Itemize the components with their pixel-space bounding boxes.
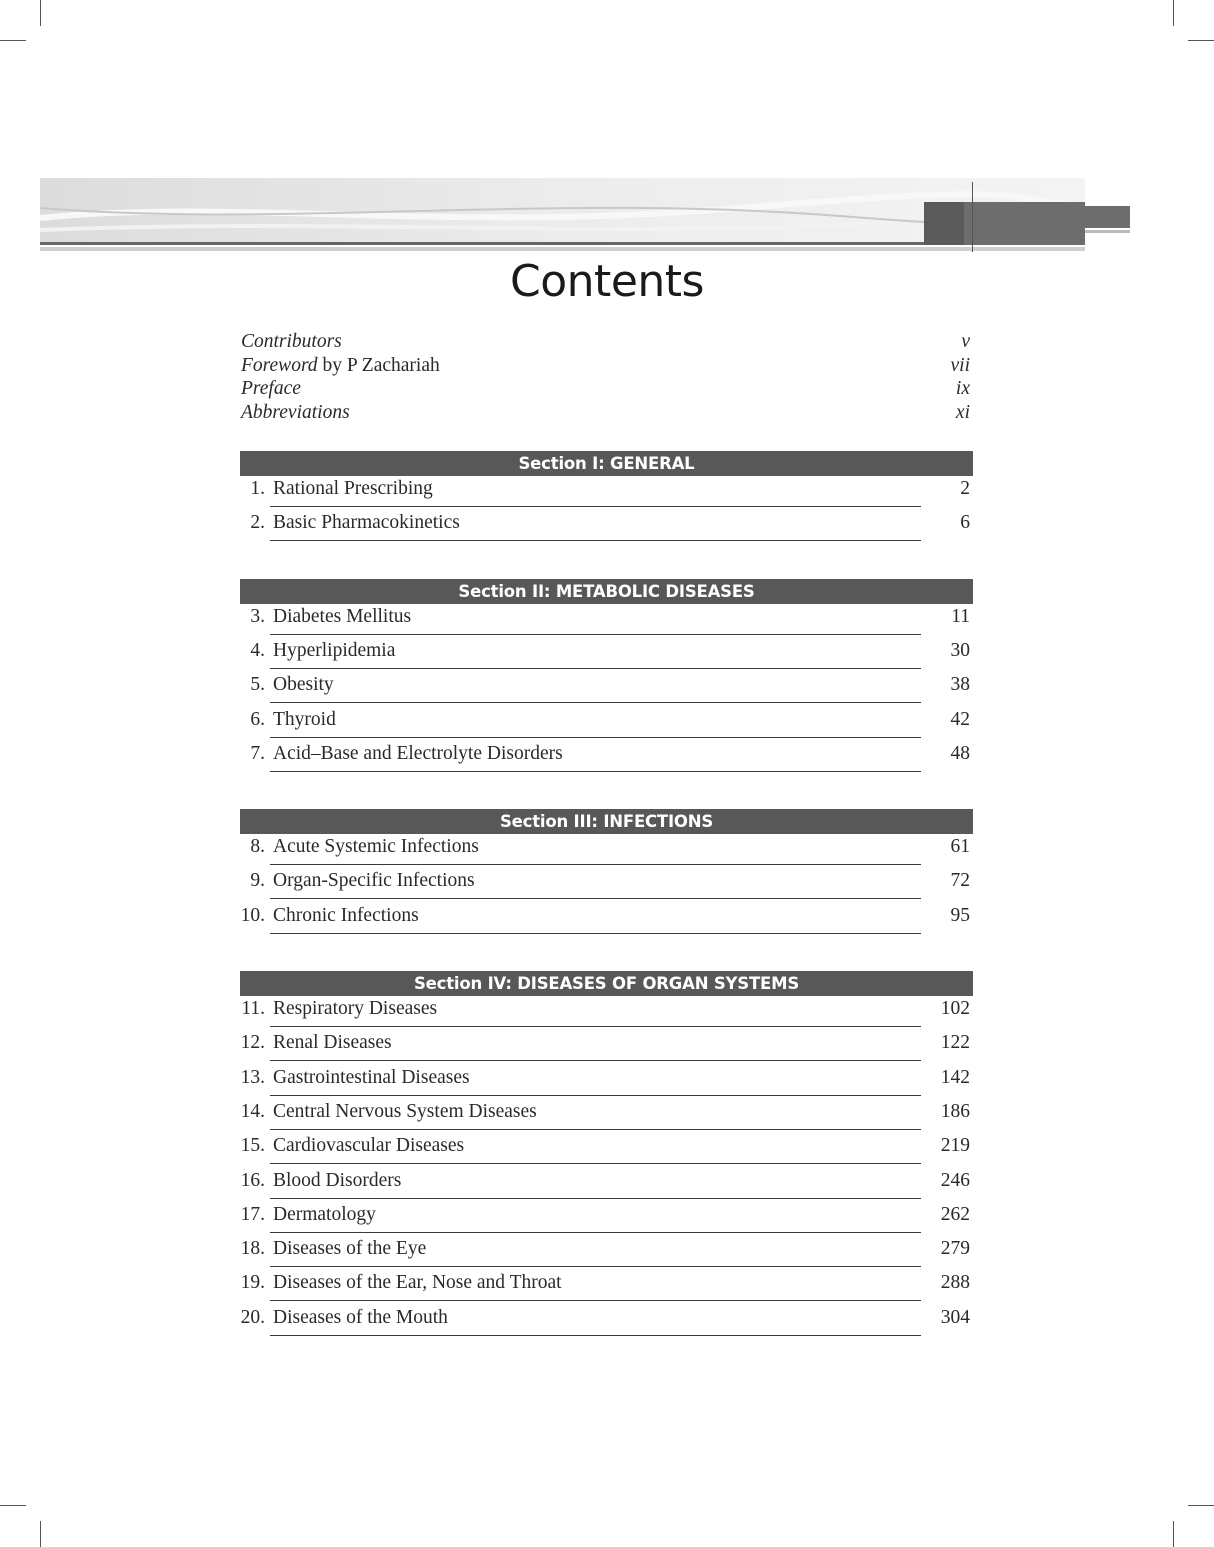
front-matter-label-part: Preface bbox=[241, 378, 301, 399]
section-heading: Section I: GENERAL bbox=[240, 451, 973, 476]
chapter-title: Dermatology bbox=[273, 1203, 376, 1225]
chapter-number: 20. bbox=[240, 1306, 265, 1328]
chapter-number: 9. bbox=[250, 870, 265, 892]
crop-mark bbox=[0, 40, 26, 41]
chapter-number: 15. bbox=[240, 1135, 265, 1157]
chapter-number: 6. bbox=[250, 708, 265, 730]
chapter-entry[interactable] bbox=[0, 1237, 1214, 1271]
section-heading: Section IV: DISEASES OF ORGAN SYSTEMS bbox=[240, 971, 973, 996]
section-heading: Section II: METABOLIC DISEASES bbox=[240, 579, 973, 604]
chapter-title: Central Nervous System Diseases bbox=[273, 1100, 537, 1122]
chapter-page: 30 bbox=[950, 639, 970, 661]
chapter-number: 7. bbox=[250, 742, 265, 764]
chapter-page: 11 bbox=[951, 605, 970, 627]
crop-mark bbox=[1173, 1521, 1174, 1547]
chapter-page: 2 bbox=[960, 478, 970, 499]
chapter-title: Acid–Base and Electrolyte Disorders bbox=[273, 742, 563, 764]
chapter-entry[interactable] bbox=[0, 511, 1214, 545]
chapter-entry[interactable] bbox=[0, 1169, 1214, 1203]
chapter-rule bbox=[270, 1095, 921, 1096]
chapter-number: 2. bbox=[250, 512, 265, 534]
chapter-entry[interactable] bbox=[0, 835, 1214, 869]
chapter-title: Basic Pharmacokinetics bbox=[273, 512, 460, 534]
front-matter-row[interactable] bbox=[241, 330, 970, 354]
chapter-page: 288 bbox=[940, 1272, 970, 1294]
crop-mark bbox=[0, 1505, 26, 1506]
chapter-title: Diseases of the Mouth bbox=[273, 1306, 448, 1328]
header-banner bbox=[40, 178, 1130, 252]
chapter-title: Diabetes Mellitus bbox=[273, 605, 412, 627]
chapter-number: 10. bbox=[240, 904, 265, 926]
chapter-number: 19. bbox=[240, 1272, 265, 1294]
chapter-page: 61 bbox=[950, 836, 970, 858]
chapter-page: 95 bbox=[950, 904, 970, 926]
chapter-rule bbox=[270, 668, 921, 669]
chapter-title: Cardiovascular Diseases bbox=[273, 1135, 465, 1157]
chapter-rule bbox=[270, 1266, 921, 1267]
chapter-number: 14. bbox=[240, 1100, 265, 1122]
chapter-title: Respiratory Diseases bbox=[273, 998, 438, 1019]
chapter-page: 279 bbox=[940, 1238, 970, 1260]
crop-mark bbox=[1173, 0, 1174, 26]
chapter-rule bbox=[270, 506, 921, 507]
chapter-entry[interactable] bbox=[0, 1203, 1214, 1237]
front-matter-label bbox=[241, 401, 350, 425]
front-matter-row[interactable] bbox=[241, 354, 970, 378]
chapter-page: 304 bbox=[940, 1306, 970, 1328]
chapter-number: 17. bbox=[240, 1203, 265, 1225]
chapter-title: Diseases of the Ear, Nose and Throat bbox=[273, 1272, 562, 1294]
front-matter bbox=[241, 330, 970, 424]
chapter-rule bbox=[270, 1026, 921, 1027]
chapter-page: 38 bbox=[950, 674, 970, 696]
chapter-entry[interactable] bbox=[0, 605, 1214, 639]
front-matter-label-part: Abbreviations bbox=[241, 401, 350, 423]
chapter-number: 11. bbox=[241, 998, 265, 1019]
chapter-page: 72 bbox=[950, 870, 970, 892]
front-matter-page: ix bbox=[955, 378, 970, 399]
chapter-entry[interactable] bbox=[0, 1306, 1214, 1340]
chapter-rule bbox=[270, 1129, 921, 1130]
chapter-title: Blood Disorders bbox=[273, 1169, 402, 1191]
front-matter-page: v bbox=[961, 331, 970, 352]
page-title: Contents bbox=[510, 256, 704, 307]
chapter-page: 102 bbox=[940, 998, 970, 1019]
chapter-title: Diseases of the Eye bbox=[273, 1238, 427, 1260]
chapter-number: 8. bbox=[250, 836, 265, 858]
chapter-rule bbox=[270, 1300, 921, 1301]
chapter-rule bbox=[270, 1335, 921, 1336]
chapter-entry[interactable] bbox=[0, 673, 1214, 707]
chapter-number: 1. bbox=[250, 478, 265, 499]
crop-mark bbox=[40, 0, 41, 26]
chapter-title: Hyperlipidemia bbox=[273, 639, 396, 661]
front-matter-page: vii bbox=[950, 354, 970, 376]
chapter-entry[interactable] bbox=[0, 1271, 1214, 1305]
chapter-entry[interactable] bbox=[0, 708, 1214, 742]
chapter-rule bbox=[270, 933, 921, 934]
chapter-page: 122 bbox=[940, 1032, 970, 1054]
front-matter-label-part: Contributors bbox=[241, 331, 342, 352]
front-matter-page: xi bbox=[955, 401, 970, 423]
chapter-rule bbox=[270, 1060, 921, 1061]
front-matter-label bbox=[241, 330, 342, 354]
crop-mark bbox=[40, 1521, 41, 1547]
chapter-number: 18. bbox=[240, 1238, 265, 1260]
chapter-entry[interactable] bbox=[0, 869, 1214, 903]
chapter-title: Organ-Specific Infections bbox=[273, 870, 475, 892]
section-heading: Section III: INFECTIONS bbox=[240, 809, 973, 834]
chapter-title: Thyroid bbox=[273, 708, 336, 730]
chapter-number: 12. bbox=[240, 1032, 265, 1054]
crop-mark bbox=[1188, 1505, 1214, 1506]
chapter-rule bbox=[270, 540, 921, 541]
chapter-page: 186 bbox=[940, 1100, 970, 1122]
chapter-title: Renal Diseases bbox=[273, 1032, 392, 1054]
front-matter-row[interactable] bbox=[241, 377, 970, 401]
front-matter-label bbox=[241, 354, 440, 378]
chapter-entry[interactable] bbox=[0, 1031, 1214, 1065]
chapter-entry[interactable] bbox=[0, 477, 1214, 511]
chapter-entry[interactable] bbox=[0, 1134, 1214, 1168]
chapter-rule bbox=[270, 898, 921, 899]
front-matter-row[interactable] bbox=[241, 401, 970, 425]
chapter-entry[interactable] bbox=[0, 1066, 1214, 1100]
chapter-number: 4. bbox=[250, 639, 265, 661]
front-matter-label-part: Foreword bbox=[241, 354, 318, 376]
front-matter-label bbox=[241, 377, 301, 401]
chapter-rule bbox=[270, 1198, 921, 1199]
chapter-number: 13. bbox=[240, 1066, 265, 1088]
chapter-number: 5. bbox=[250, 674, 265, 696]
chapter-title: Obesity bbox=[273, 674, 334, 696]
chapter-entry[interactable] bbox=[0, 639, 1214, 673]
chapter-entry[interactable] bbox=[0, 904, 1214, 938]
chapter-rule bbox=[270, 864, 921, 865]
chapter-title: Acute Systemic Infections bbox=[273, 836, 479, 858]
chapter-entry[interactable] bbox=[0, 742, 1214, 776]
chapter-title: Rational Prescribing bbox=[273, 478, 433, 499]
front-matter-label-part: by P Zachariah bbox=[317, 354, 440, 376]
chapter-number: 16. bbox=[240, 1169, 265, 1191]
chapter-page: 246 bbox=[940, 1169, 970, 1191]
chapter-page: 6 bbox=[960, 512, 970, 534]
chapter-number: 3. bbox=[250, 605, 265, 627]
chapter-rule bbox=[270, 771, 921, 772]
chapter-rule bbox=[270, 1163, 921, 1164]
chapter-rule bbox=[270, 1232, 921, 1233]
chapter-page: 48 bbox=[950, 742, 970, 764]
chapter-rule bbox=[270, 634, 921, 635]
chapter-rule bbox=[270, 737, 921, 738]
crop-mark bbox=[1188, 40, 1214, 41]
chapter-page: 142 bbox=[940, 1066, 970, 1088]
chapter-rule bbox=[270, 702, 921, 703]
chapter-title: Chronic Infections bbox=[273, 904, 419, 926]
chapter-page: 262 bbox=[940, 1203, 970, 1225]
chapter-title: Gastrointestinal Diseases bbox=[273, 1066, 470, 1088]
chapter-entry[interactable] bbox=[0, 997, 1214, 1031]
chapter-entry[interactable] bbox=[0, 1100, 1214, 1134]
chapter-page: 219 bbox=[940, 1135, 970, 1157]
chapter-page: 42 bbox=[950, 708, 970, 730]
